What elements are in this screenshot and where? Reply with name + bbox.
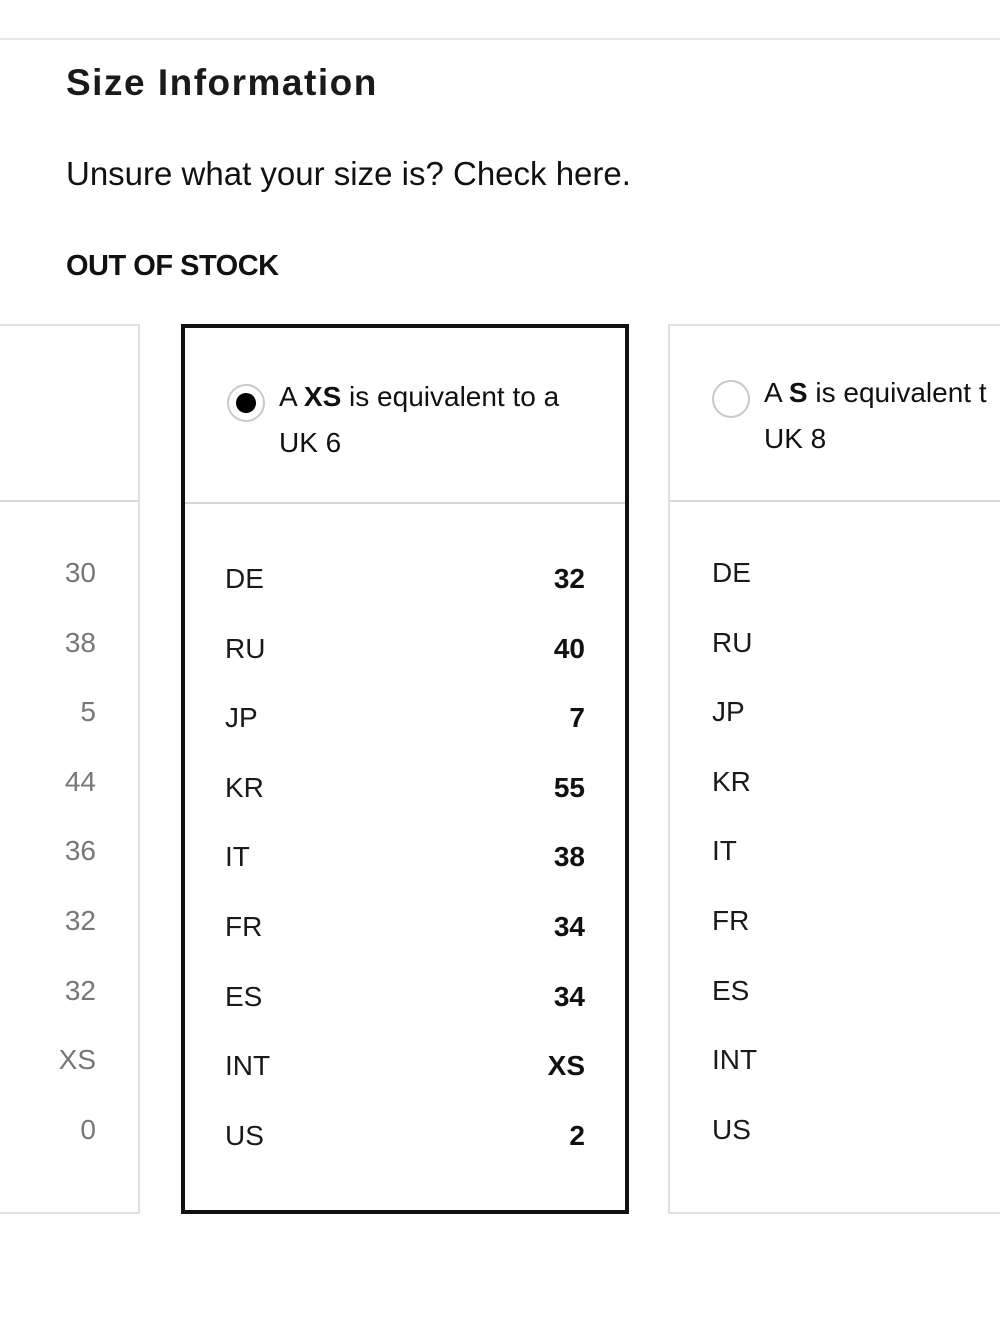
size-conversion-label: DE xyxy=(225,563,264,594)
size-conversion-label: US xyxy=(225,1119,264,1151)
size-card-s[interactable] xyxy=(668,324,1000,1214)
size-conversion-label: KR xyxy=(225,771,264,803)
size-conversion-value: 0 xyxy=(80,1113,96,1145)
size-conversion-label: INT xyxy=(225,1050,271,1082)
size-equivalence-text: A XS is equivalent to a UK 6 xyxy=(279,381,560,458)
size-conversion-label: JP xyxy=(225,702,258,734)
size-conversion-label: DE xyxy=(712,557,751,588)
section-title: Size Information xyxy=(66,62,378,103)
size-conversion-value: 44 xyxy=(64,765,96,797)
size-radio-xs[interactable] xyxy=(227,384,265,422)
size-card-header xyxy=(185,328,625,504)
size-conversion-value: XS xyxy=(547,1050,585,1082)
size-conversion-value: 30 xyxy=(64,557,96,588)
size-conversion-value: 7 xyxy=(569,702,585,734)
size-conversion-value: 38 xyxy=(553,841,585,873)
size-conversion-value: XS xyxy=(58,1044,96,1076)
stock-status: OUT OF STOCK xyxy=(66,250,279,282)
size-conversion-label: INT xyxy=(712,1044,758,1076)
size-conversion-value: 32 xyxy=(64,974,96,1006)
size-conversion-value: 55 xyxy=(553,771,585,803)
size-card-xs[interactable] xyxy=(181,324,629,1214)
size-conversion-label: KR xyxy=(712,765,751,797)
size-conversion-value: 32 xyxy=(64,905,96,936)
size-conversion-value: 34 xyxy=(553,980,585,1012)
size-conversion-label: IT xyxy=(225,841,250,873)
size-conversion-label: US xyxy=(712,1113,751,1145)
size-conversion-label: JP xyxy=(712,696,745,728)
size-conversion-label: RU xyxy=(712,626,753,658)
size-conversion-label: RU xyxy=(225,632,266,664)
size-carousel[interactable] xyxy=(0,324,1000,1216)
size-conversion-label: FR xyxy=(712,905,750,936)
size-card-header xyxy=(670,326,1000,502)
size-conversion-label: ES xyxy=(225,980,263,1012)
size-conversion-value: 38 xyxy=(64,626,96,658)
size-conversion-value: 2 xyxy=(569,1119,585,1151)
size-conversion-value: 36 xyxy=(64,835,96,867)
size-conversion-label: FR xyxy=(225,911,263,942)
size-equivalence-text: A S is equivalent t UK 8 xyxy=(764,377,987,454)
size-conversion-value: 34 xyxy=(553,911,585,942)
size-conversion-label: ES xyxy=(712,974,750,1006)
size-radio-s[interactable] xyxy=(712,380,750,418)
size-conversion-label: IT xyxy=(712,835,737,867)
size-card-header xyxy=(0,326,138,502)
size-conversion-value: 32 xyxy=(553,563,585,594)
size-help-link[interactable]: Unsure what your size is? Check here. xyxy=(66,155,631,192)
size-conversion-value: 5 xyxy=(80,696,96,728)
size-card-previous[interactable] xyxy=(0,324,140,1214)
size-conversion-value: 40 xyxy=(553,632,585,664)
top-divider xyxy=(0,38,1000,40)
